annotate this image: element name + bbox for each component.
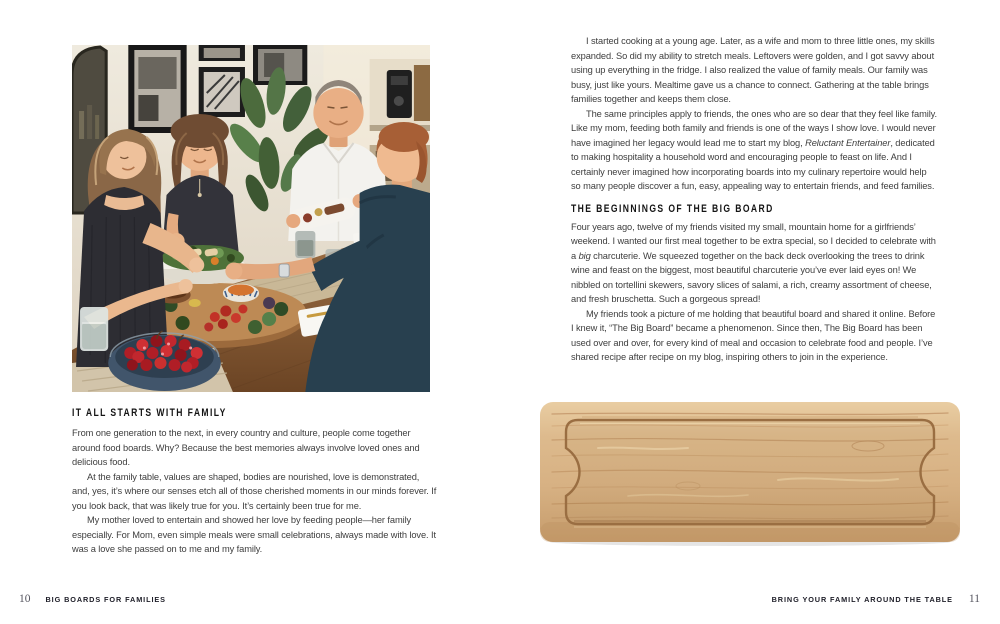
family-photo: [72, 45, 430, 392]
running-head-right: BRING YOUR FAMILY AROUND THE TABLE: [771, 595, 953, 604]
paragraph: My mother loved to entertain and showed her love by feeding people—her family especially. For Mom, even simple meals were small celebrations, always made with love. It was a love she passed on to me and my family.: [72, 515, 436, 554]
italic-blog-title: Reluctant Entertainer: [805, 137, 891, 148]
page-number-left: 10: [19, 593, 31, 605]
paragraph: Four years ago, twelve of my friends visited my small, mountain home for a girlfriends’ weekend. I wanted our first meal together to be extra special, so I decided to celebrate with a big charcuterie. We squeezed together on the back deck overlooking the trees to drink wine and feast on the biggest, most beautiful charcuterie you’ve ever laid eyes on! We nibbled on tortellini skewers, savory slices of salami, a rich, creamy assortment of cheese, and fresh bruschetta. Such a gorgeous spread!: [571, 221, 936, 304]
cherry-bowl: [108, 331, 221, 391]
family-photo-illustration: [72, 45, 430, 392]
left-body-text: [72, 426, 438, 557]
left-footer: [19, 593, 166, 605]
italic-emphasis: big: [578, 250, 591, 261]
wood-board-illustration: [538, 400, 962, 548]
paragraph: My friends took a picture of me holding that beautiful board and shared it online. Before I knew it, “The Big Board” became a phenomenon. Since then, The Big Board has been used over and over, for every kind of meal and occasion to celebrate food and people. I’ve shared recipe after recipe on my blog, inspiring others to join in the experience.: [571, 308, 936, 362]
section-heading-family: IT ALL STARTS WITH FAMILY: [72, 407, 227, 419]
paragraph: The same principles apply to friends, the ones who are so dear that they feel like family. Like my mom, feeding both family and friends is one of the ways I show love. I would never have imagined her legacy would lead me to start my blog, Reluctant Entertainer, dedicated to making hospitality a household word and encouraging people to feast on life. And I certainly never imagined how incorporating boards into my culinary repertoire would help so many people discover a fun, easy, appealing way to entertain friends, and feed families.: [571, 108, 938, 191]
right-body-text: [571, 34, 937, 365]
wood-board-photo: [538, 400, 962, 548]
paragraph: I started cooking at a young age. Later, as a wife and mom to three little ones, my skills expanded. So did my ability to stretch meals. Leftovers were golden, and I got savvy about using up everything in the fridge. I also realized the value of family meals. Our family was busy, just like yours. Mealtime gave us a chance to connect. Gathering at the table brings families together and keeps them close.: [571, 36, 935, 104]
section-heading-big-board: THE BEGINNINGS OF THE BIG BOARD: [571, 202, 774, 215]
running-head-left: BIG BOARDS FOR FAMILIES: [45, 595, 166, 604]
page-number-right: 11: [968, 593, 980, 605]
paragraph: From one generation to the next, in every country and culture, people come together around food boards. Why? Because the best memories always involve loved ones and delicious food.: [72, 428, 420, 467]
paragraph: At the family table, values are shaped, bodies are nourished, love is demonstrated, and, yes, it’s where our senses etch all of those cherished moments in our minds forever. If you look back, that was likely true for you. It’s certainly been true for me.: [72, 471, 437, 511]
right-footer: [772, 593, 980, 605]
